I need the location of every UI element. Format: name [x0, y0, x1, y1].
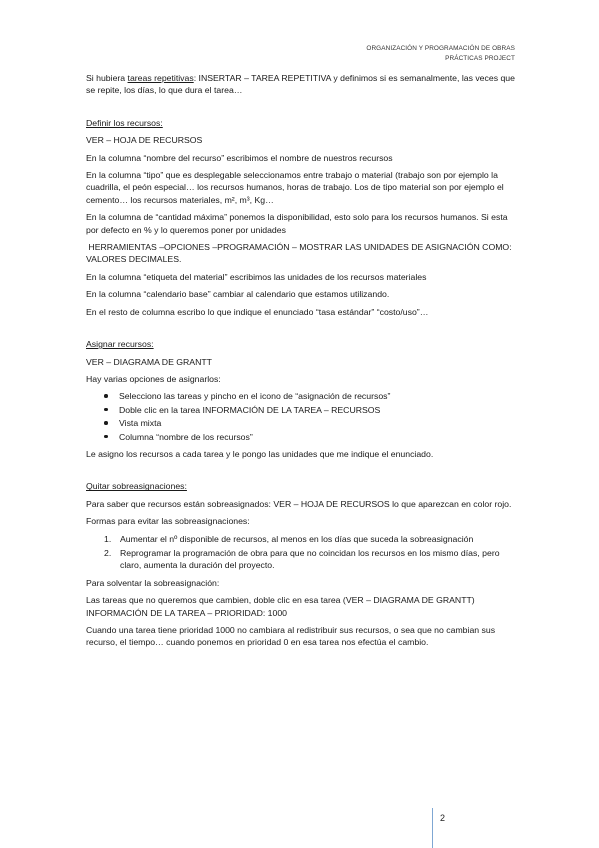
recursos-line-6: En la columna “calendario base” cambiar al calendario que estamos utilizando.	[86, 289, 390, 300]
item-number: 2.	[104, 547, 112, 558]
quitar-p4: Las tareas que no queremos que cambien, doble clic en esa tarea (VER – DIAGRAMA DE GRANTT) INFORMACIÓN DE LA TAREA – PRIORIDAD: 1000	[86, 595, 475, 618]
quitar-p5: Cuando una tarea tiene prioridad 1000 no cambiara al redistribuir sus recursos, o sea que no cambian sus recurso, el tiempo… cuando ponemos en prioridad 0 en esa tarea nos efectúa el cambio.	[86, 625, 496, 648]
quitar-p3: Para solventar la sobreasignación:	[86, 577, 220, 588]
intro-underlined: tareas repetitivas	[127, 73, 194, 83]
recursos-line-5: En la columna “etiqueta del material” escribimos las unidades de los recursos materiales	[86, 271, 427, 282]
recursos-line-1: En la columna “nombre del recurso” escribimos el nombre de nuestros recursos	[86, 152, 393, 163]
recursos-line-2: En la columna “tipo” que es desplegable seleccionamos entre trabajo o material (trabajo son por ejemplo la cuadrilla, el peón especial… los recursos humanos, horas de trabajo. Los de tipo material son por ejemplo el cemento… los recursos materiales, m², m³, Kg…	[86, 170, 504, 205]
asignar-bullet-list	[86, 390, 516, 443]
bullet-item: Vista mixta	[119, 417, 516, 429]
intro-text-end: : INSERTAR – TAREA REPETITIVA y definimos si es semanalmente, las veces que se repite, los días, lo que dura el tarea…	[86, 73, 515, 96]
bullet-item: Doble clic en la tarea INFORMACIÓN DE LA TAREA – RECURSOS	[119, 404, 516, 416]
page-number: 2	[440, 813, 446, 823]
quitar-p1: Para saber que recursos están sobreasignados: VER – HOJA DE RECURSOS lo que aparezcan en color rojo.	[86, 498, 512, 509]
asignar-line-2: Hay varias opciones de asignarlos:	[86, 373, 221, 384]
recursos-line-7: En el resto de columna escribo lo que indique el enunciado “tasa estándar” “costo/uso”…	[86, 306, 429, 317]
quitar-p2: Formas para evitar las sobreasignaciones:	[86, 516, 250, 527]
item-text: Aumentar el nº disponible de recursos, al menos en los días que suceda la sobreasignación	[120, 533, 474, 544]
numbered-item	[104, 533, 516, 545]
spacer	[86, 323, 516, 338]
page-number-divider	[432, 808, 433, 848]
page-body	[86, 72, 516, 654]
header-line-2: PRÁCTICAS PROJECT	[445, 55, 515, 62]
quitar-numbered-list	[86, 533, 516, 572]
numbered-item	[104, 547, 516, 572]
header-line-1: ORGANIZACIÓN Y PROGRAMACIÓN DE OBRAS	[366, 45, 515, 52]
recursos-line-4: HERRAMIENTAS –OPCIONES –PROGRAMACIÓN – MOSTRAR LAS UNIDADES DE ASIGNACIÓN COMO: VALORES DECIMALES.	[86, 242, 515, 265]
bullet-item: Columna “nombre de los recursos”	[119, 431, 516, 443]
intro-text-start: Si hubiera	[86, 73, 128, 83]
asignar-line-1: VER – DIAGRAMA DE GRANTT	[86, 356, 212, 367]
spacer	[86, 102, 516, 117]
section-title-recursos: Definir los recursos:	[86, 117, 163, 128]
item-number: 1.	[104, 533, 112, 544]
asignar-closing: Le asigno los recursos a cada tarea y le pongo las unidades que me indique el enunciado.	[86, 448, 434, 459]
running-header	[366, 44, 515, 64]
recursos-line-0: VER – HOJA DE RECURSOS	[86, 135, 203, 146]
intro-paragraph	[86, 72, 516, 97]
bullet-item: Selecciono las tareas y pincho en el icono de “asignación de recursos”	[119, 390, 516, 402]
item-text: Reprogramar la programación de obra para que no coincidan los recursos en los mismo días, pero claro, aumenta la duración del proyecto.	[120, 547, 500, 571]
spacer	[86, 465, 516, 480]
recursos-line-3: En la columna de “cantidad máxima” ponemos la disponibilidad, esto solo para los recursos humanos. Si esta por defecto en % y lo queremos poner por unidades	[86, 212, 508, 235]
section-title-quitar: Quitar sobreasignaciones:	[86, 481, 187, 492]
section-title-asignar: Asignar recursos:	[86, 339, 154, 350]
